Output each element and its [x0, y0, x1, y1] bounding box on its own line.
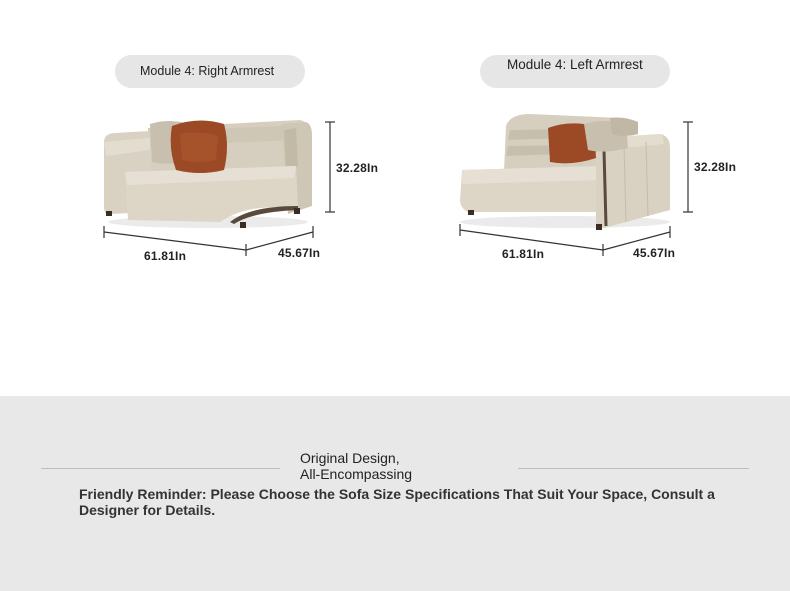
- divider-right: [518, 468, 749, 469]
- tagline: [300, 450, 412, 482]
- depth-label-left-armrest: 45.67In: [633, 246, 676, 260]
- sofa-right-armrest-image: [104, 120, 312, 228]
- width-label-left-armrest: 61.81In: [502, 247, 545, 261]
- module-label-right-armrest: Module 4: Right Armrest: [115, 55, 305, 88]
- divider-left: [41, 468, 280, 469]
- width-label-right-armrest: 61.81In: [144, 249, 187, 263]
- height-label-left-armrest: 32.28In: [694, 160, 737, 174]
- depth-label-right-armrest: 45.67In: [278, 246, 321, 260]
- friendly-reminder-text: Friendly Reminder: Please Choose the Sofa Size Specifications That Suit Your Space, Consult a Designer for Details.: [79, 486, 715, 518]
- sofa-left-armrest-image: [460, 114, 670, 230]
- module-label-left-armrest: Module 4: Left Armrest: [480, 55, 670, 88]
- tagline-line-1: Original Design,: [300, 450, 400, 466]
- height-label-right-armrest: 32.28In: [336, 161, 379, 175]
- tagline-line-2: All-Encompassing: [300, 466, 413, 482]
